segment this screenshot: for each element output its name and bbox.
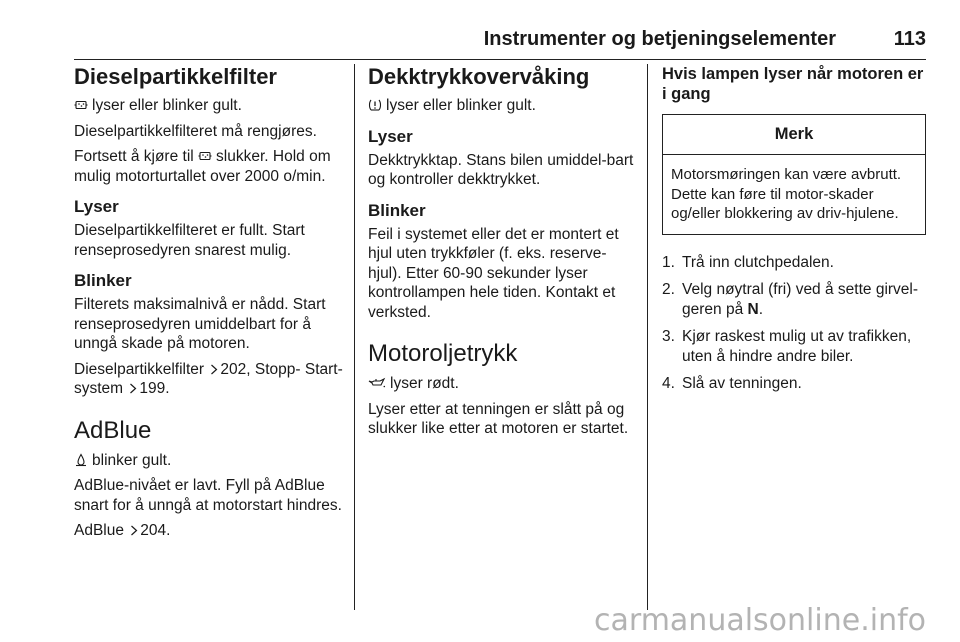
oil-can-icon — [368, 376, 386, 390]
note-title: Merk — [663, 115, 925, 155]
adblue-icon — [74, 453, 88, 467]
page-reference-arrow-icon[interactable] — [210, 364, 218, 375]
page-reference-arrow-icon[interactable] — [130, 525, 138, 536]
ref-label: Dieselpartikkelfilter — [74, 360, 205, 378]
step-number: 3. — [662, 328, 675, 345]
oil-text: Lyser etter at tenningen er slått på og slukker like etter at motoren er startet. — [368, 400, 629, 437]
tire-pressure-icon — [368, 98, 382, 112]
step-text: Trå inn clutchpedalen. — [682, 253, 834, 271]
dpf-lyser-text: Dieselpartikkelfilteret er fullt. Start renseprosedyren snarest mulig. — [74, 222, 305, 259]
header-rule — [74, 59, 926, 60]
step-number: 4. — [662, 375, 675, 392]
section-title-dpf: Dieselpartikkelfilter — [74, 64, 277, 89]
oil-running-heading: Hvis lampen lyser når motoren er i gang — [662, 65, 924, 103]
step-text — [682, 280, 926, 319]
list-item — [662, 253, 926, 273]
oil-status — [368, 374, 638, 394]
list-item — [662, 280, 926, 319]
column-divider-1 — [354, 64, 355, 610]
column-left — [74, 64, 344, 547]
section-title-adblue: AdBlue — [74, 416, 152, 444]
note-text: Motorsmøringen kan være avbrutt. Dette kan føre til motor-skader og/eller blokkering av driv-hjulene. — [671, 166, 902, 222]
tpms-status — [368, 96, 638, 116]
diesel-particulate-filter-icon — [74, 98, 88, 112]
ref-page-link[interactable]: 204. — [140, 522, 171, 539]
header-title: Instrumenter og betjeningselementer — [483, 28, 836, 50]
tpms-lyser-heading: Lyser — [368, 126, 413, 146]
ref-label: AdBlue — [74, 522, 124, 539]
column-middle — [368, 64, 638, 445]
adblue-status-text: blinker gult. — [92, 451, 172, 469]
column-divider-2 — [647, 64, 648, 610]
step-text: Kjør raskest mulig ut av trafikken, uten å hindre andre biler. — [682, 328, 912, 365]
page-number: 113 — [893, 28, 926, 50]
gear-neutral-label: N — [747, 300, 759, 318]
ref-page-link[interactable]: 202, Stopp- — [220, 360, 301, 378]
steps-list — [662, 253, 926, 394]
dpf-p1: Dieselpartikkelfilteret må rengjøres. — [74, 122, 317, 140]
ref-label: Start-system — [74, 360, 343, 397]
column-right — [662, 64, 926, 402]
dpf-p2-before: Fortsett å kjøre til — [74, 148, 194, 165]
tpms-status-text: lyser eller blinker gult. — [386, 97, 536, 114]
list-item — [662, 374, 926, 394]
step-text-after: . — [758, 300, 764, 318]
dpf-p2 — [74, 147, 344, 186]
adblue-reference — [74, 521, 344, 541]
dpf-status — [74, 96, 344, 116]
step-text: Slå av tenningen. — [682, 375, 802, 392]
dpf-blinker-text: Filterets maksimalnivå er nådd. Start renseprosedyren umiddelbart for å unngå skade på motoren. — [74, 296, 326, 352]
page-header — [74, 28, 926, 56]
tpms-blinker-text: Feil i systemet eller det er montert et hjul uten trykkføler (f. eks. reserve-hjul). Etter 60-90 sekunder lyser kontrollampen hele tiden. Kontakt et verksted. — [368, 225, 619, 321]
list-item — [662, 327, 926, 366]
dpf-references — [74, 360, 344, 399]
step-text-before: Velg nøytral (fri) ved å sette girvel-geren på — [682, 281, 919, 318]
dpf-lyser-heading: Lyser — [74, 197, 119, 216]
dpf-status-text: lyser eller blinker gult. — [92, 97, 242, 114]
adblue-text: AdBlue-nivået er lavt. Fyll på AdBlue snart for å unngå at motorstart hindres. — [74, 477, 342, 514]
oil-status-text: lyser rødt. — [390, 375, 459, 392]
tpms-blinker-heading: Blinker — [368, 200, 426, 220]
adblue-status — [74, 451, 344, 471]
step-number: 2. — [662, 281, 675, 298]
watermark: carmanualsonline.info — [594, 603, 926, 638]
ref-page-link[interactable]: 199. — [139, 380, 170, 397]
dpf-p2-after: slukker. Hold om mulig motorturtallet over 2000 o/min. — [74, 148, 331, 185]
dpf-blinker-heading: Blinker — [74, 271, 132, 290]
section-title-tpms: Dekktrykkovervåking — [368, 64, 590, 89]
diesel-particulate-filter-icon — [198, 149, 212, 163]
note-box — [662, 114, 926, 235]
section-title-oil: Motoroljetrykk — [368, 340, 518, 367]
page-reference-arrow-icon[interactable] — [129, 383, 137, 394]
tpms-lyser-text: Dekktrykktap. Stans bilen umiddel-bart og kontroller dekktrykket. — [368, 151, 634, 188]
step-number: 1. — [662, 253, 675, 271]
